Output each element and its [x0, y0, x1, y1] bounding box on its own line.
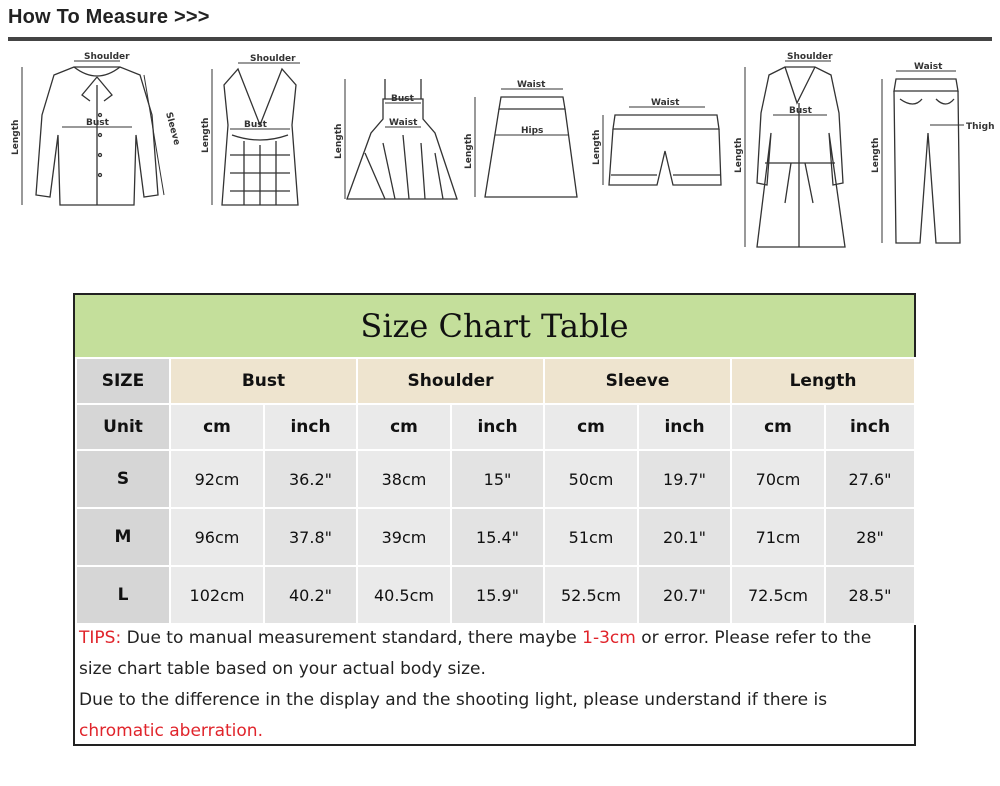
value-cell: 38cm — [357, 450, 451, 508]
dress-diagram — [335, 73, 465, 213]
coat-shoulder-label: Shoulder — [787, 52, 833, 62]
vest-shoulder-label: Shoulder — [250, 54, 296, 64]
value-cell: 19.7" — [638, 450, 731, 508]
pants-diagram — [870, 63, 995, 248]
coat-bust-label: Bust — [789, 106, 812, 116]
size-cell: L — [76, 566, 170, 624]
tips-text-2: or error. Please refer to the size chart table based on your actual body size. — [79, 628, 872, 679]
value-cell: 72.5cm — [731, 566, 825, 624]
value-cell: 15.4" — [451, 508, 544, 566]
skirt-length-label: Length — [464, 133, 474, 169]
table-row — [76, 450, 915, 508]
tips-label: TIPS: — [79, 628, 122, 648]
dress-length-label: Length — [334, 123, 344, 159]
value-cell: 28.5" — [825, 566, 915, 624]
dress-waist-label: Waist — [389, 118, 418, 128]
tips-aberration: chromatic aberration — [79, 721, 258, 741]
group-header-length: Length — [731, 358, 915, 404]
blouse-shoulder-label: Shoulder — [84, 52, 130, 62]
size-chart-title: Size Chart Table — [75, 295, 914, 359]
blouse-length-label: Length — [11, 119, 21, 155]
group-header-sleeve: Sleeve — [544, 358, 731, 404]
value-cell: 20.1" — [638, 508, 731, 566]
group-header-row — [76, 358, 915, 404]
value-cell: 50cm — [544, 450, 638, 508]
unit-header: Unit — [76, 404, 170, 450]
value-cell: 36.2" — [264, 450, 357, 508]
value-cell: 39cm — [357, 508, 451, 566]
shorts-length-label: Length — [592, 129, 602, 165]
size-cell: S — [76, 450, 170, 508]
shorts-diagram — [592, 95, 725, 195]
unit-cell: inch — [264, 404, 357, 450]
group-header-shoulder: Shoulder — [357, 358, 544, 404]
size-table — [75, 357, 916, 625]
coat-diagram — [735, 53, 865, 253]
table-row — [76, 566, 915, 624]
group-header-bust: Bust — [170, 358, 357, 404]
value-cell: 20.7" — [638, 566, 731, 624]
vest-bust-label: Bust — [244, 120, 267, 130]
unit-cell: cm — [544, 404, 638, 450]
pants-waist-label: Waist — [914, 62, 943, 72]
blouse-bust-label: Bust — [86, 118, 109, 128]
unit-cell: inch — [825, 404, 915, 450]
tips-text-3: Due to the difference in the display and the shooting light, please understand if there is — [79, 690, 828, 710]
shorts-waist-label: Waist — [651, 98, 680, 108]
unit-cell: inch — [451, 404, 544, 450]
blouse-sleeve-label: Sleeve — [163, 111, 182, 147]
unit-cell: cm — [731, 404, 825, 450]
tips-note — [79, 623, 909, 747]
heading-divider — [8, 37, 992, 41]
value-cell: 28" — [825, 508, 915, 566]
value-cell: 15" — [451, 450, 544, 508]
skirt-waist-label: Waist — [517, 80, 546, 90]
skirt-hips-label: Hips — [521, 126, 544, 136]
vest-diagram — [200, 55, 320, 215]
size-cell: M — [76, 508, 170, 566]
value-cell: 27.6" — [825, 450, 915, 508]
value-cell: 40.2" — [264, 566, 357, 624]
value-cell: 52.5cm — [544, 566, 638, 624]
value-cell: 71cm — [731, 508, 825, 566]
table-row — [76, 508, 915, 566]
coat-length-label: Length — [734, 137, 744, 173]
value-cell: 96cm — [170, 508, 264, 566]
pants-length-label: Length — [871, 137, 881, 173]
tips-period: . — [257, 721, 263, 741]
skirt-diagram — [465, 75, 590, 205]
unit-cell: cm — [170, 404, 264, 450]
blouse-diagram — [11, 52, 194, 215]
value-cell: 51cm — [544, 508, 638, 566]
pants-thigh-label: Thigh — [966, 122, 995, 132]
size-header: SIZE — [76, 358, 170, 404]
vest-length-label: Length — [201, 117, 211, 153]
value-cell: 70cm — [731, 450, 825, 508]
how-to-measure-heading: How To Measure >>> — [8, 6, 210, 28]
value-cell: 15.9" — [451, 566, 544, 624]
measure-diagrams — [0, 45, 1000, 255]
value-cell: 102cm — [170, 566, 264, 624]
unit-cell: inch — [638, 404, 731, 450]
tips-text-1: Due to manual measurement standard, there maybe — [121, 628, 583, 648]
dress-bust-label: Bust — [391, 94, 414, 104]
unit-cell: cm — [357, 404, 451, 450]
tips-range: 1-3cm — [582, 628, 636, 648]
unit-header-row — [76, 404, 915, 450]
value-cell: 37.8" — [264, 508, 357, 566]
value-cell: 92cm — [170, 450, 264, 508]
size-chart — [73, 293, 916, 746]
value-cell: 40.5cm — [357, 566, 451, 624]
